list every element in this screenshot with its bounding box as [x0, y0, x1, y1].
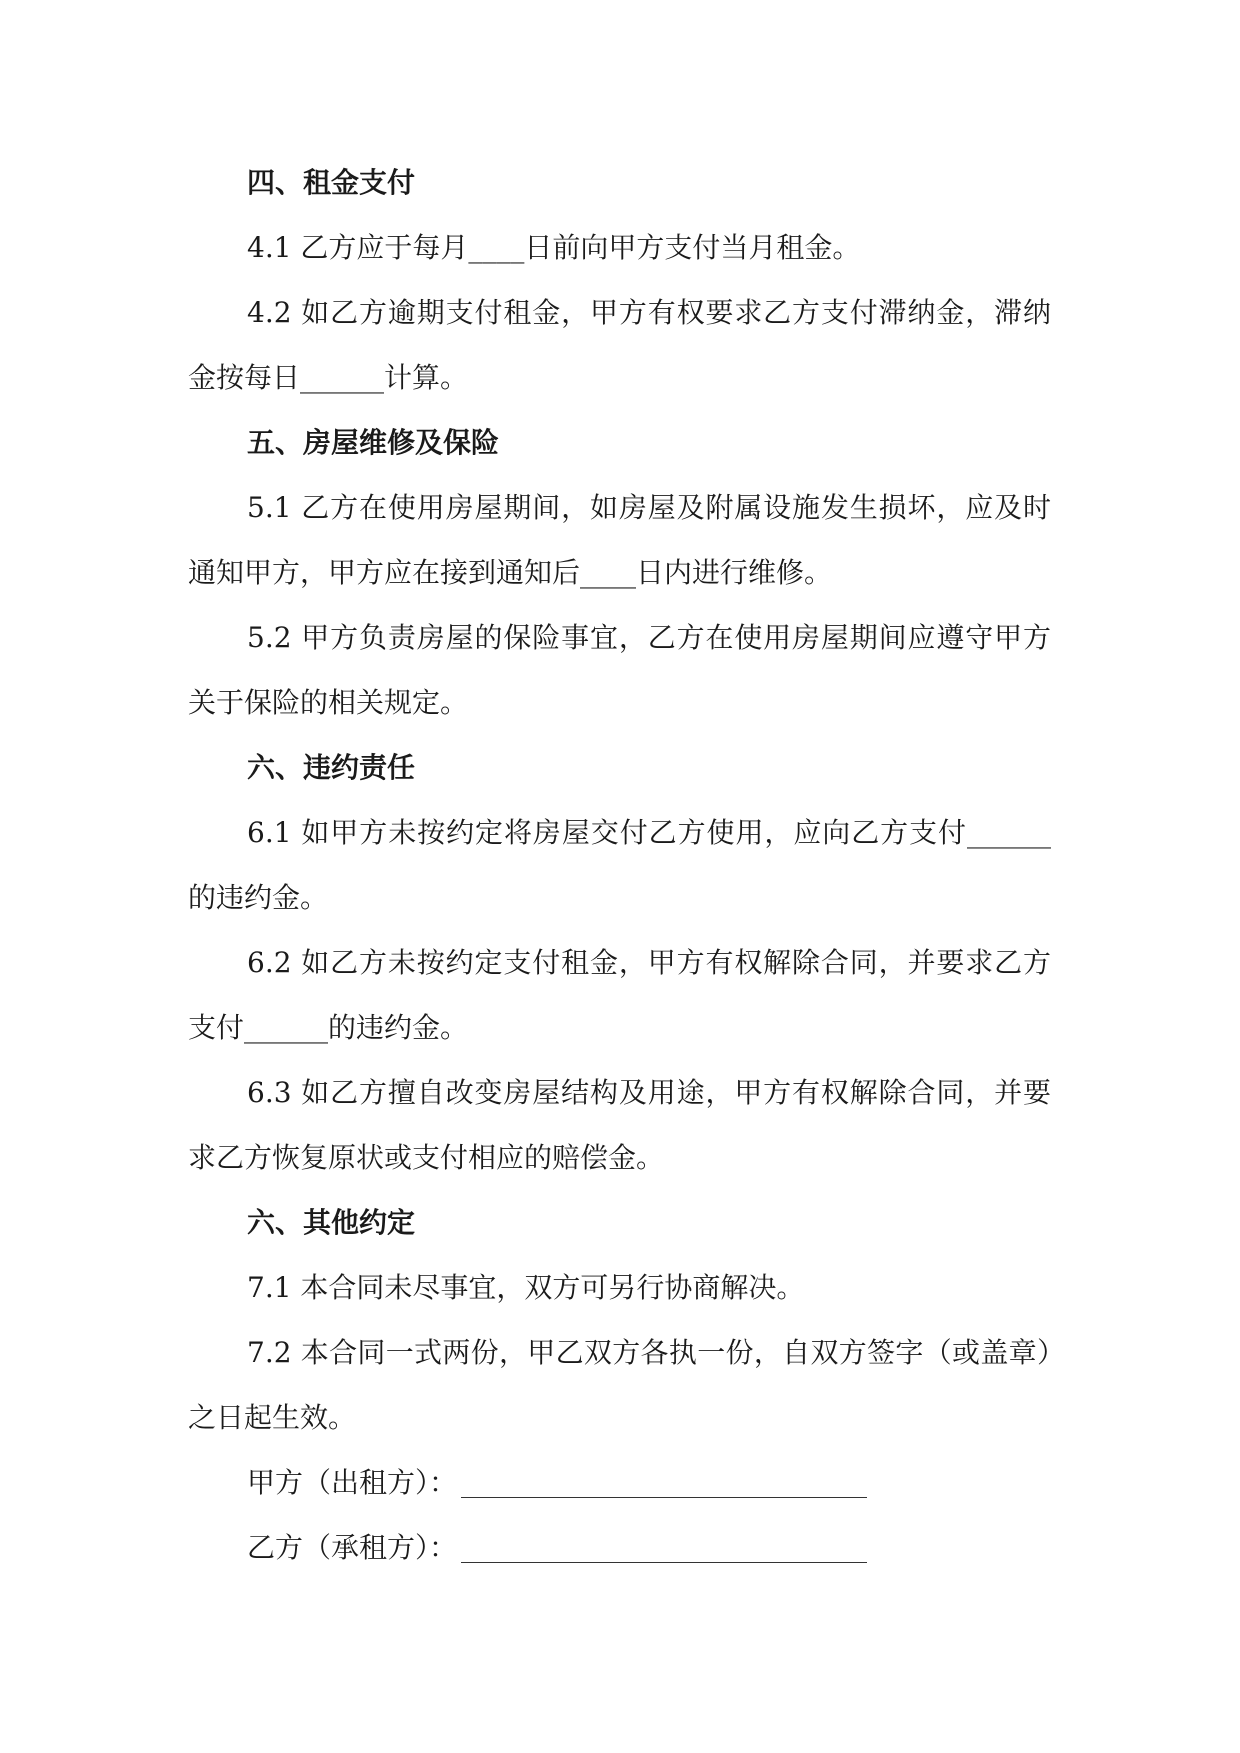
clause-6-2: 6.2 如乙方未按约定支付租金，甲方有权解除合同，并要求乙方支付______的违约金。 — [188, 946, 1051, 1044]
signature-party-b — [188, 1515, 1051, 1580]
signature-label-b: 乙方（承租方）： — [247, 1531, 458, 1564]
signature-line-b — [461, 1532, 867, 1563]
signature-label-a: 甲方（出租方）： — [247, 1466, 458, 1499]
section-heading-rent-payment: 四、租金支付 — [247, 166, 416, 199]
signature-party-a — [188, 1450, 1051, 1515]
clause-5-2: 5.2 甲方负责房屋的保险事宜，乙方在使用房屋期间应遵守甲方关于保险的相关规定。 — [188, 621, 1051, 719]
clause-7-1: 7.1 本合同未尽事宜，双方可另行协商解决。 — [247, 1271, 805, 1304]
clause-7-2: 7.2 本合同一式两份，甲乙双方各执一份，自双方签字（或盖章）之日起生效。 — [188, 1336, 1051, 1434]
clause-4-2: 4.2 如乙方逾期支付租金，甲方有权要求乙方支付滞纳金，滞纳金按每日______计算。 — [188, 296, 1051, 394]
contract-page — [188, 150, 1051, 1580]
clause-4-1: 4.1 乙方应于每月____日前向甲方支付当月租金。 — [247, 231, 861, 264]
section-heading-breach: 六、违约责任 — [247, 751, 416, 784]
section-heading-other: 六、其他约定 — [247, 1206, 416, 1239]
clause-6-1: 6.1 如甲方未按约定将房屋交付乙方使用，应向乙方支付______的违约金。 — [188, 816, 1051, 914]
clause-6-3: 6.3 如乙方擅自改变房屋结构及用途，甲方有权解除合同，并要求乙方恢复原状或支付相应的赔偿金。 — [188, 1076, 1051, 1174]
section-heading-maintenance: 五、房屋维修及保险 — [247, 426, 500, 459]
signature-line-a — [461, 1467, 867, 1498]
clause-5-1: 5.1 乙方在使用房屋期间，如房屋及附属设施发生损坏，应及时通知甲方，甲方应在接到通知后____日内进行维修。 — [188, 491, 1051, 589]
